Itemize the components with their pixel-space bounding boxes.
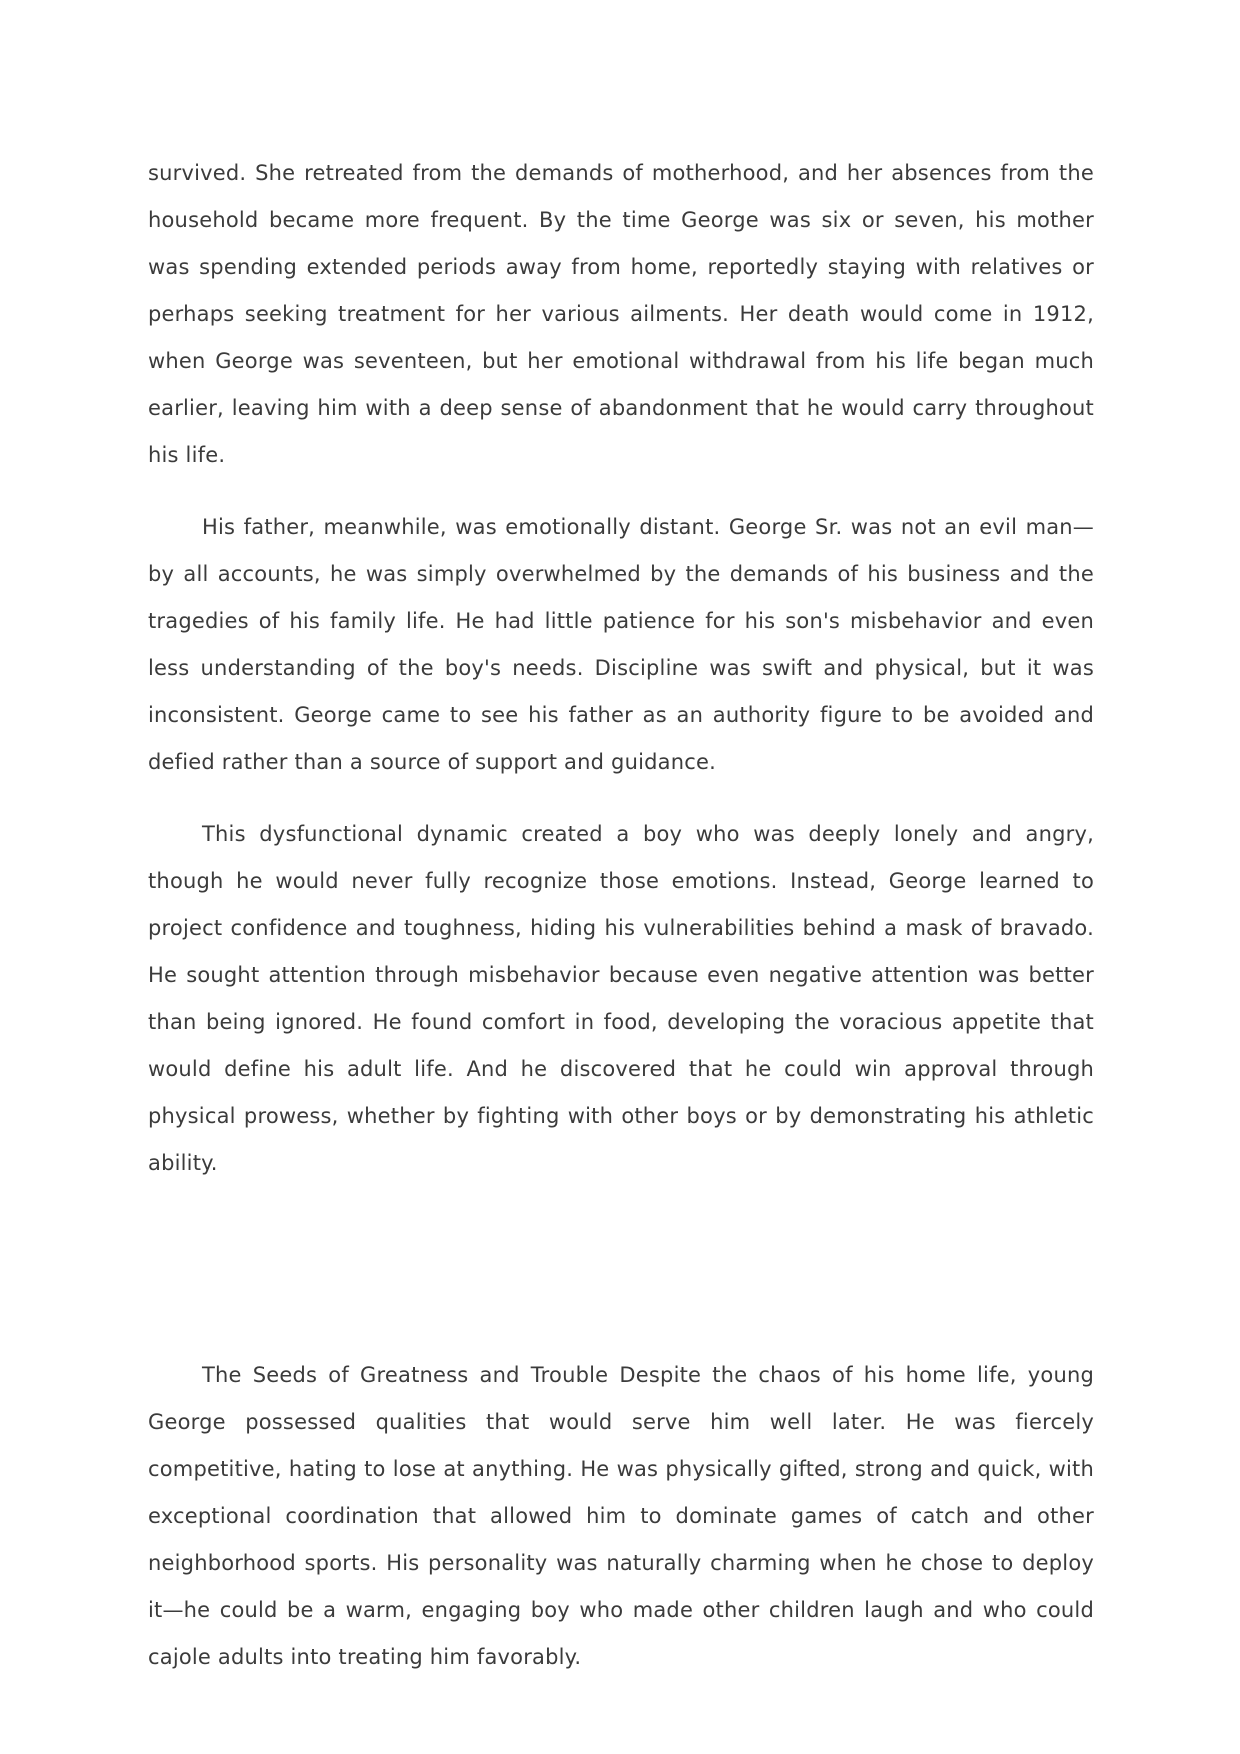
paragraph-seeds-of-greatness: The Seeds of Greatness and Trouble Despite the chaos of his home life, young George possessed qualities that would serve him well later. He was fiercely competitive, hating to lose at anything. He was physically gifted, strong and quick, with exceptional coordination that allowed him to dominate games of catch and other neighborhood sports. His personality was naturally charming when he chose to deploy it—he could be a warm, engaging boy who made other children laugh and who could cajole adults into treating him favorably. bbox=[148, 1363, 1094, 1669]
paragraph-continuation: survived. She retreated from the demands of motherhood, and her absences from the household became more frequent. By the time George was six or seven, his mother was spending extended periods away from home, reportedly staying with relatives or perhaps seeking treatment for her various ailments. Her death would come in 1912, when George was seventeen, but her emotional withdrawal from his life began much earlier, leaving him with a deep sense of abandonment that he would carry throughout his life. bbox=[148, 161, 1094, 467]
paragraph-father: His father, meanwhile, was emotionally distant. George Sr. was not an evil man—by all accounts, he was simply overwhelmed by the demands of his business and the tragedies of his family life. He had little patience for his son's misbehavior and even less understanding of the boy's needs. Discipline was swift and physical, but it was inconsistent. George came to see his father as an authority figure to be avoided and defied rather than a source of support and guidance. bbox=[148, 515, 1094, 774]
document-page bbox=[148, 150, 1094, 1681]
paragraph-dysfunctional-dynamic: This dysfunctional dynamic created a boy who was deeply lonely and angry, though he would never fully recognize those emotions. Instead, George learned to project confidence and toughness, hiding his vulnerabilities behind a mask of bravado. He sought attention through misbehavior because even negative attention was better than being ignored. He found comfort in food, developing the voracious appetite that would define his adult life. And he discovered that he could win approval through physical prowess, whether by fighting with other boys or by demonstrating his athletic ability. bbox=[148, 822, 1094, 1175]
